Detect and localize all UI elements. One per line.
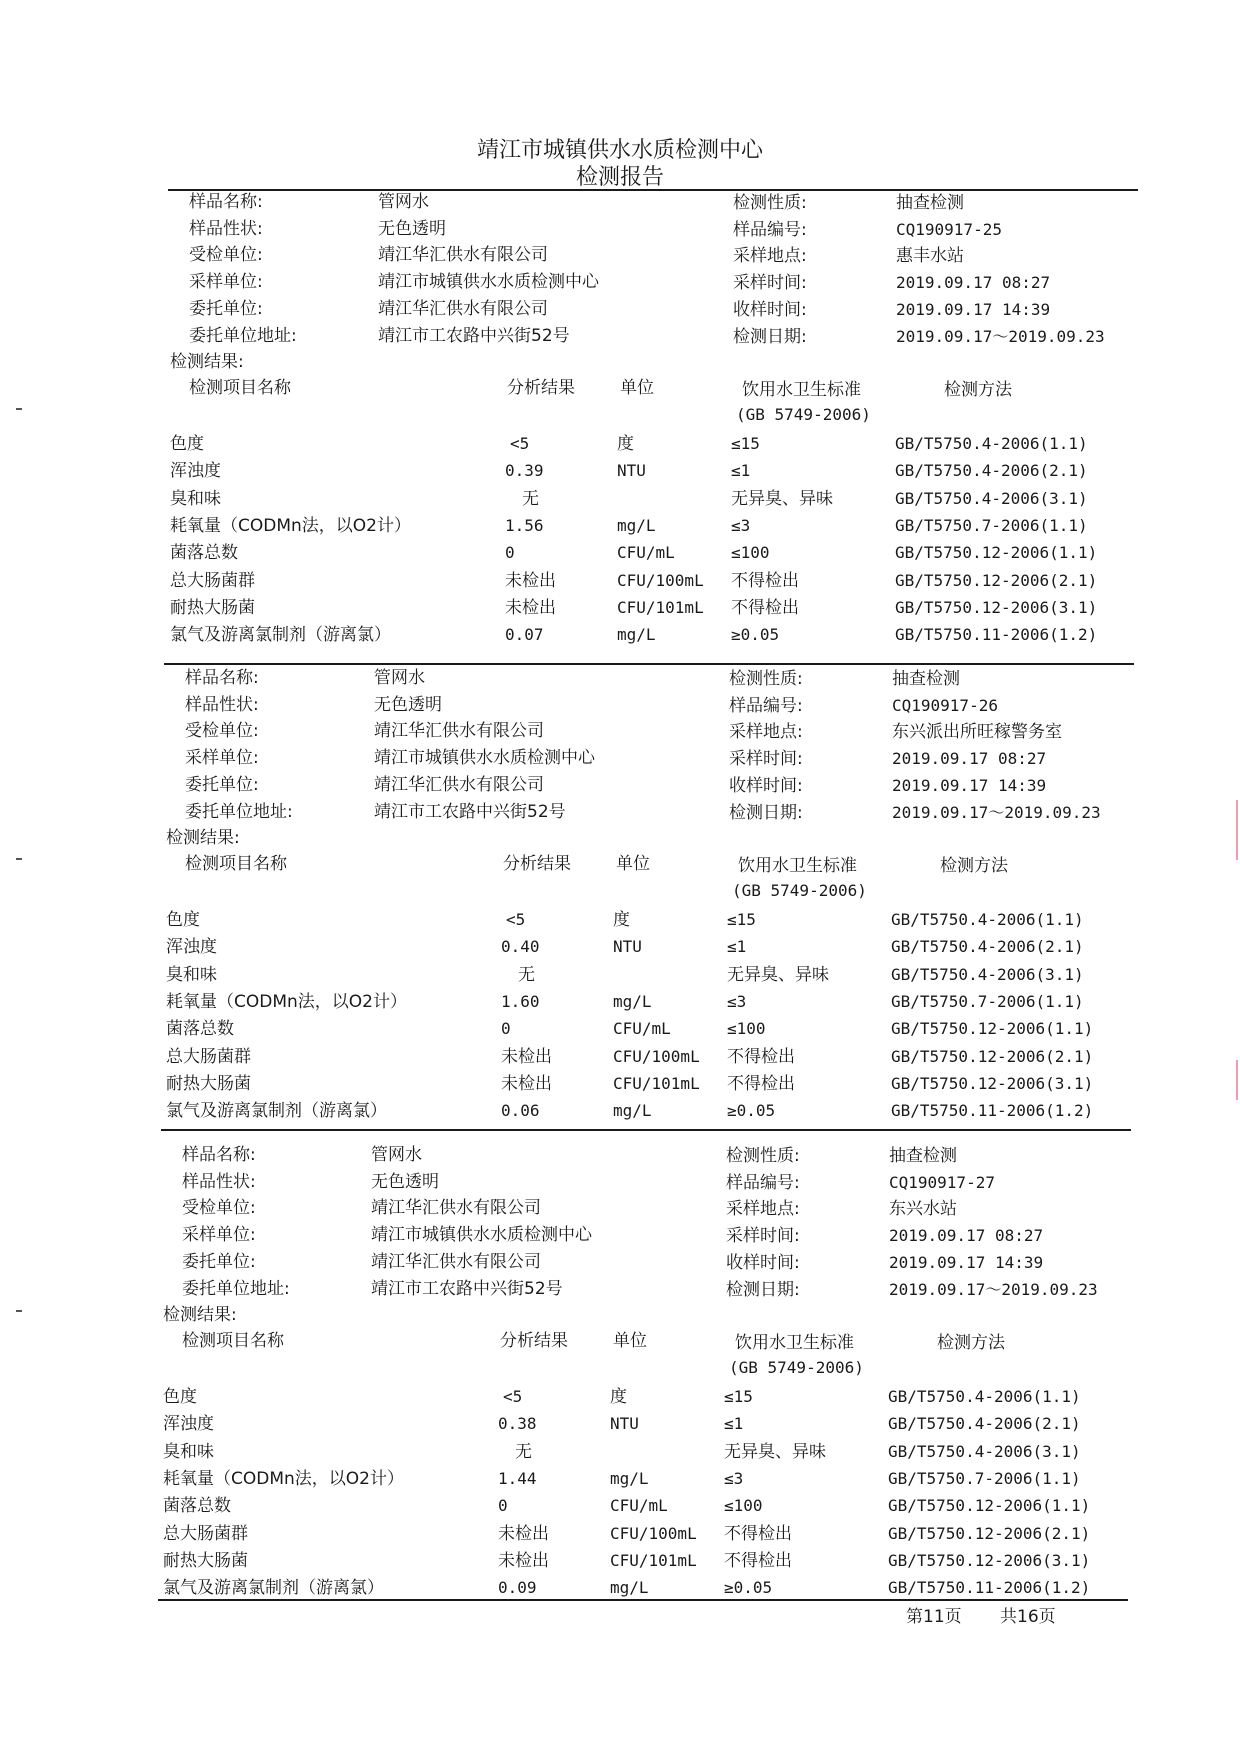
item-name: 臭和味 xyxy=(166,964,217,985)
field-label: 委托单位: xyxy=(189,298,263,319)
standard-value: 不得检出 xyxy=(727,1046,795,1067)
field-value: 靖江华汇供水有限公司 xyxy=(374,774,544,795)
field-value: CQ190917-26 xyxy=(892,695,998,715)
unit-value: mg/L xyxy=(613,991,652,1011)
method-value: GB/T5750.4-2006(2.1) xyxy=(891,937,1084,957)
unit-value: mg/L xyxy=(610,1578,649,1598)
field-value: 2019.09.17 14:39 xyxy=(896,299,1051,319)
method-value: GB/T5750.4-2006(3.1) xyxy=(888,1441,1081,1461)
standard-value: ≤15 xyxy=(731,434,760,453)
unit-value: 度 xyxy=(617,434,634,454)
field-value: 抽查检测 xyxy=(896,193,964,213)
method-value: GB/T5750.4-2006(1.1) xyxy=(895,434,1088,453)
method-value: GB/T5750.4-2006(3.1) xyxy=(895,488,1088,508)
field-label: 委托单位地址: xyxy=(185,801,293,822)
standard-value: ≤3 xyxy=(731,515,751,535)
standard-value: ≤1 xyxy=(727,937,747,957)
result-value: 未检出 xyxy=(498,1550,549,1571)
result-value: 0.07 xyxy=(505,625,544,645)
field-label: 采样时间: xyxy=(729,749,803,770)
method-value: GB/T5750.4-2006(2.1) xyxy=(888,1414,1081,1434)
unit-value: CFU/100mL xyxy=(613,1046,700,1066)
result-value: 未检出 xyxy=(505,597,556,618)
column-header-unit: 单位 xyxy=(613,1331,647,1351)
field-value: 靖江华汇供水有限公司 xyxy=(371,1198,541,1219)
result-value: 无 xyxy=(522,488,539,509)
result-value: 无 xyxy=(518,964,535,985)
standard-value: ≤100 xyxy=(731,543,770,563)
method-value: GB/T5750.12-2006(3.1) xyxy=(895,597,1098,617)
item-name: 菌落总数 xyxy=(166,1019,234,1040)
result-value: 1.56 xyxy=(505,515,544,535)
column-header-result: 分析结果 xyxy=(503,854,571,874)
item-name: 耗氧量（CODMn法，以O2计） xyxy=(163,1468,404,1489)
scan-mark xyxy=(16,408,22,410)
field-value: 管网水 xyxy=(374,668,425,688)
column-header-standard-code: (GB 5749-2006) xyxy=(729,1358,864,1377)
section-rule xyxy=(168,189,1138,191)
field-value: 2019.09.17 08:27 xyxy=(889,1226,1044,1246)
field-value: 2019.09.17 14:39 xyxy=(889,1252,1044,1272)
unit-value: NTU xyxy=(613,937,642,957)
unit-value: 度 xyxy=(613,910,630,930)
item-name: 总大肠菌群 xyxy=(163,1523,248,1544)
item-name: 菌落总数 xyxy=(170,543,238,564)
field-value: 2019.09.17 08:27 xyxy=(896,273,1051,293)
item-name: 耗氧量（CODMn法，以O2计） xyxy=(166,991,407,1012)
method-value: GB/T5750.12-2006(1.1) xyxy=(891,1019,1094,1039)
item-name: 臭和味 xyxy=(170,488,221,509)
result-value: 未检出 xyxy=(501,1073,552,1094)
field-label: 检测性质: xyxy=(726,1146,800,1166)
unit-value: mg/L xyxy=(617,515,656,535)
unit-value: CFU/100mL xyxy=(617,570,704,590)
method-value: GB/T5750.12-2006(3.1) xyxy=(888,1550,1091,1570)
standard-value: 不得检出 xyxy=(731,597,799,618)
column-header-method: 检测方法 xyxy=(937,1333,1005,1353)
method-value: GB/T5750.12-2006(3.1) xyxy=(891,1073,1094,1093)
page-subtitle: 检测报告 xyxy=(575,165,664,190)
standard-value: 不得检出 xyxy=(727,1073,795,1094)
item-name: 耗氧量（CODMn法，以O2计） xyxy=(170,515,411,536)
field-label: 采样时间: xyxy=(726,1226,800,1247)
field-label: 样品性状: xyxy=(185,694,259,715)
standard-value: ≥0.05 xyxy=(727,1101,776,1121)
field-value: CQ190917-27 xyxy=(889,1172,995,1192)
standard-value: ≤15 xyxy=(727,910,756,929)
field-value: 2019.09.17 14:39 xyxy=(892,775,1047,795)
results-label: 检测结果: xyxy=(170,352,244,372)
field-label: 样品编号: xyxy=(729,695,803,716)
item-name: 浑浊度 xyxy=(166,937,217,958)
field-label: 收样时间: xyxy=(729,775,803,796)
unit-value: CFU/101mL xyxy=(610,1550,697,1570)
unit-value: mg/L xyxy=(613,1101,652,1121)
result-value: <5 xyxy=(506,910,526,929)
field-label: 采样单位: xyxy=(189,272,263,293)
field-label: 受检单位: xyxy=(182,1198,256,1219)
column-header-method: 检测方法 xyxy=(940,856,1008,876)
scan-mark xyxy=(16,1310,22,1312)
standard-value: 不得检出 xyxy=(724,1523,792,1544)
field-label: 委托单位地址: xyxy=(189,325,297,346)
column-header-item: 检测项目名称 xyxy=(182,1331,284,1351)
field-label: 检测日期: xyxy=(733,326,807,347)
column-header-standard-code: (GB 5749-2006) xyxy=(736,405,871,424)
item-name: 总大肠菌群 xyxy=(166,1046,251,1067)
result-value: 1.60 xyxy=(501,991,540,1011)
field-label: 采样地点: xyxy=(729,722,803,743)
item-name: 色度 xyxy=(166,910,200,930)
column-header-standard: 饮用水卫生标准 xyxy=(742,380,861,400)
field-value: 无色透明 xyxy=(378,218,446,239)
column-header-method: 检测方法 xyxy=(944,380,1012,400)
standard-value: ≤100 xyxy=(724,1496,763,1516)
field-value: 2019.09.17～2019.09.23 xyxy=(892,802,1101,822)
unit-value: mg/L xyxy=(610,1468,649,1488)
method-value: GB/T5750.12-2006(2.1) xyxy=(888,1523,1091,1543)
standard-value: 不得检出 xyxy=(731,570,799,591)
item-name: 氯气及游离氯制剂（游离氯） xyxy=(163,1578,384,1599)
field-value: 靖江市城镇供水水质检测中心 xyxy=(371,1225,592,1246)
standard-value: 无异臭、异味 xyxy=(727,964,829,985)
field-label: 样品编号: xyxy=(726,1172,800,1193)
field-label: 检测性质: xyxy=(729,669,803,689)
method-value: GB/T5750.4-2006(1.1) xyxy=(891,910,1084,929)
result-value: <5 xyxy=(503,1387,523,1406)
field-value: 抽查检测 xyxy=(892,669,960,689)
field-label: 采样地点: xyxy=(733,246,807,267)
item-name: 浑浊度 xyxy=(163,1414,214,1435)
result-value: 1.44 xyxy=(498,1468,537,1488)
item-name: 氯气及游离氯制剂（游离氯） xyxy=(170,625,391,646)
field-value: 靖江市工农路中兴街52号 xyxy=(378,325,570,346)
column-header-result: 分析结果 xyxy=(507,378,575,398)
standard-value: 不得检出 xyxy=(724,1550,792,1571)
field-value: 2019.09.17～2019.09.23 xyxy=(889,1279,1098,1299)
result-value: 0.06 xyxy=(501,1101,540,1121)
field-value: 管网水 xyxy=(378,192,429,212)
scan-mark xyxy=(16,858,22,860)
standard-value: ≤100 xyxy=(727,1019,766,1039)
result-value: 0.40 xyxy=(501,937,540,957)
result-value: 0 xyxy=(505,543,515,563)
unit-value: CFU/mL xyxy=(617,543,675,563)
field-value: 无色透明 xyxy=(374,694,442,715)
field-label: 采样单位: xyxy=(182,1225,256,1246)
scan-edge xyxy=(1236,1060,1238,1100)
result-value: 未检出 xyxy=(501,1046,552,1067)
result-value: 0 xyxy=(501,1019,511,1039)
field-label: 委托单位地址: xyxy=(182,1278,290,1299)
field-value: 靖江市城镇供水水质检测中心 xyxy=(374,748,595,769)
standard-value: ≥0.05 xyxy=(724,1578,773,1598)
standard-value: ≤1 xyxy=(731,461,751,481)
standard-value: ≤3 xyxy=(724,1468,744,1488)
page-title: 靖江市城镇供水水质检测中心 xyxy=(476,138,763,163)
field-label: 采样地点: xyxy=(726,1199,800,1220)
field-label: 样品性状: xyxy=(189,218,263,239)
field-label: 委托单位: xyxy=(182,1251,256,1272)
field-label: 委托单位: xyxy=(185,774,259,795)
result-value: 0.38 xyxy=(498,1414,537,1434)
field-value: 靖江市城镇供水水质检测中心 xyxy=(378,272,599,293)
footer-total-pages: 共16页 xyxy=(1000,1607,1056,1627)
unit-value: NTU xyxy=(617,461,646,481)
method-value: GB/T5750.4-2006(3.1) xyxy=(891,964,1084,984)
result-value: 未检出 xyxy=(505,570,556,591)
results-label: 检测结果: xyxy=(163,1305,237,1325)
field-value: 靖江华汇供水有限公司 xyxy=(378,245,548,266)
field-value: 靖江市工农路中兴街52号 xyxy=(371,1278,563,1299)
footer-page-number: 第11页 xyxy=(906,1607,962,1627)
field-label: 受检单位: xyxy=(189,245,263,266)
item-name: 耐热大肠菌 xyxy=(170,597,255,618)
column-header-standard: 饮用水卫生标准 xyxy=(738,856,857,876)
item-name: 浑浊度 xyxy=(170,461,221,482)
method-value: GB/T5750.7-2006(1.1) xyxy=(895,515,1088,535)
field-label: 样品性状: xyxy=(182,1171,256,1192)
method-value: GB/T5750.11-2006(1.2) xyxy=(895,625,1098,645)
unit-value: CFU/mL xyxy=(610,1496,668,1516)
field-label: 受检单位: xyxy=(185,721,259,742)
method-value: GB/T5750.7-2006(1.1) xyxy=(891,991,1084,1011)
field-value: CQ190917-25 xyxy=(896,219,1002,239)
column-header-item: 检测项目名称 xyxy=(185,854,287,874)
item-name: 色度 xyxy=(170,434,204,454)
unit-value: CFU/101mL xyxy=(613,1073,700,1093)
column-header-result: 分析结果 xyxy=(500,1331,568,1351)
field-value: 管网水 xyxy=(371,1145,422,1165)
field-label: 检测性质: xyxy=(733,193,807,213)
field-label: 检测日期: xyxy=(726,1279,800,1300)
standard-value: ≥0.05 xyxy=(731,625,780,645)
item-name: 氯气及游离氯制剂（游离氯） xyxy=(166,1101,387,1122)
field-value: 2019.09.17 08:27 xyxy=(892,749,1047,769)
field-label: 收样时间: xyxy=(733,299,807,320)
field-value: 靖江华汇供水有限公司 xyxy=(371,1251,541,1272)
column-header-unit: 单位 xyxy=(620,378,654,398)
item-name: 色度 xyxy=(163,1387,197,1407)
field-value: 靖江华汇供水有限公司 xyxy=(374,721,544,742)
method-value: GB/T5750.12-2006(2.1) xyxy=(895,570,1098,590)
item-name: 臭和味 xyxy=(163,1441,214,1462)
field-value: 靖江华汇供水有限公司 xyxy=(378,298,548,319)
unit-value: mg/L xyxy=(617,625,656,645)
field-value: 无色透明 xyxy=(371,1171,439,1192)
field-value: 东兴派出所旺稼警务室 xyxy=(892,722,1062,743)
result-value: 0 xyxy=(498,1496,508,1516)
standard-value: ≤3 xyxy=(727,991,747,1011)
result-value: 未检出 xyxy=(498,1523,549,1544)
method-value: GB/T5750.4-2006(1.1) xyxy=(888,1387,1081,1406)
column-header-item: 检测项目名称 xyxy=(189,378,291,398)
field-value: 抽查检测 xyxy=(889,1146,957,1166)
field-label: 样品名称: xyxy=(189,192,263,212)
standard-value: ≤15 xyxy=(724,1387,753,1406)
unit-value: 度 xyxy=(610,1387,627,1407)
field-label: 检测日期: xyxy=(729,802,803,823)
field-label: 样品编号: xyxy=(733,219,807,240)
unit-value: CFU/101mL xyxy=(617,597,704,617)
unit-value: CFU/100mL xyxy=(610,1523,697,1543)
field-label: 收样时间: xyxy=(726,1252,800,1273)
result-value: 0.39 xyxy=(505,461,544,481)
footer-rule xyxy=(158,1599,1128,1601)
section-rule xyxy=(161,1129,1131,1131)
scan-edge xyxy=(1236,800,1238,860)
unit-value: CFU/mL xyxy=(613,1019,671,1039)
standard-value: ≤1 xyxy=(724,1414,744,1434)
result-value: 无 xyxy=(515,1441,532,1462)
result-value: 0.09 xyxy=(498,1578,537,1598)
method-value: GB/T5750.4-2006(2.1) xyxy=(895,461,1088,481)
method-value: GB/T5750.12-2006(1.1) xyxy=(888,1496,1091,1516)
item-name: 总大肠菌群 xyxy=(170,570,255,591)
field-label: 采样时间: xyxy=(733,273,807,294)
field-value: 东兴水站 xyxy=(889,1199,957,1220)
method-value: GB/T5750.11-2006(1.2) xyxy=(888,1578,1091,1598)
method-value: GB/T5750.11-2006(1.2) xyxy=(891,1101,1094,1121)
column-header-standard: 饮用水卫生标准 xyxy=(735,1333,854,1353)
item-name: 菌落总数 xyxy=(163,1496,231,1517)
method-value: GB/T5750.7-2006(1.1) xyxy=(888,1468,1081,1488)
result-value: <5 xyxy=(510,434,530,453)
method-value: GB/T5750.12-2006(2.1) xyxy=(891,1046,1094,1066)
item-name: 耐热大肠菌 xyxy=(166,1073,251,1094)
standard-value: 无异臭、异味 xyxy=(724,1441,826,1462)
results-label: 检测结果: xyxy=(166,828,240,848)
field-label: 样品名称: xyxy=(185,668,259,688)
column-header-standard-code: (GB 5749-2006) xyxy=(732,881,867,900)
column-header-unit: 单位 xyxy=(616,854,650,874)
field-value: 2019.09.17～2019.09.23 xyxy=(896,326,1105,346)
field-value: 惠丰水站 xyxy=(896,246,964,267)
standard-value: 无异臭、异味 xyxy=(731,488,833,509)
field-label: 样品名称: xyxy=(182,1145,256,1165)
method-value: GB/T5750.12-2006(1.1) xyxy=(895,543,1098,563)
field-value: 靖江市工农路中兴街52号 xyxy=(374,801,566,822)
unit-value: NTU xyxy=(610,1414,639,1434)
item-name: 耐热大肠菌 xyxy=(163,1550,248,1571)
section-rule xyxy=(164,663,1134,665)
field-label: 采样单位: xyxy=(185,748,259,769)
